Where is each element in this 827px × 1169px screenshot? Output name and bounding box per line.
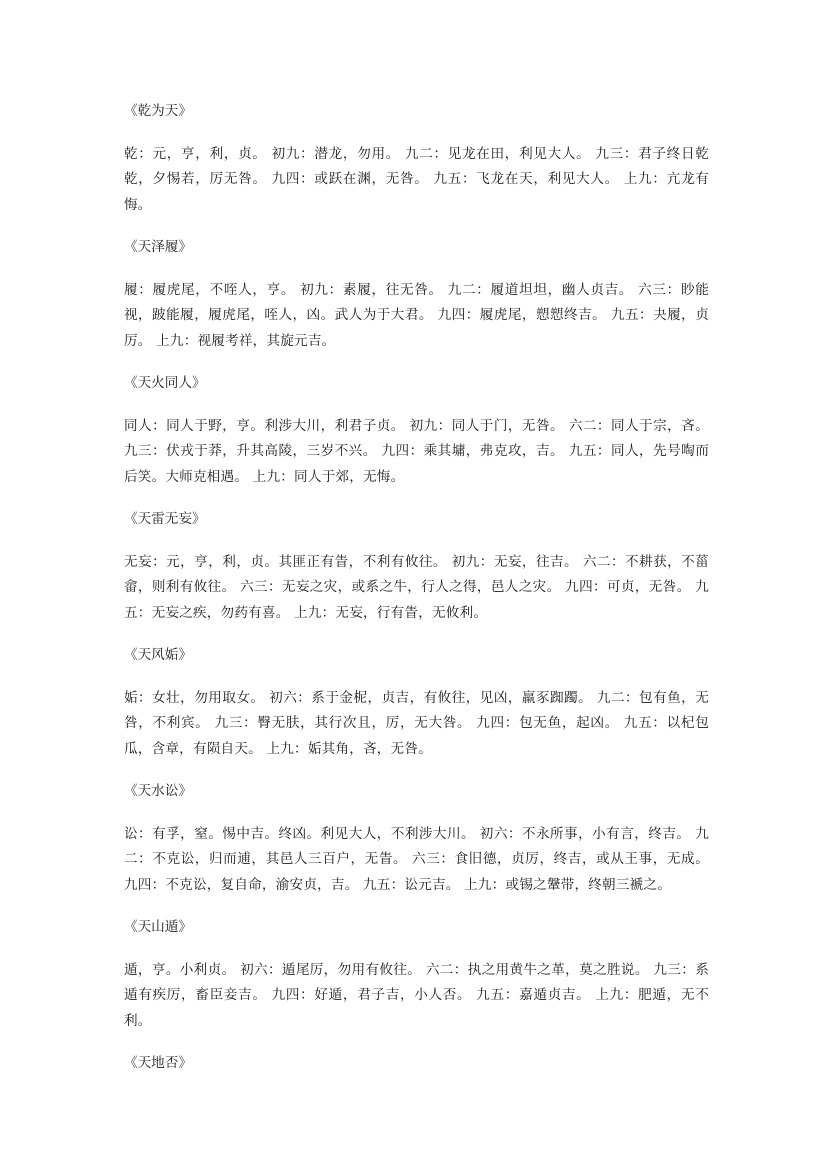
section-title-song: 《天水讼》 — [124, 783, 192, 799]
section-body-tongren: 同人：同人于野，亨。利涉大川，利君子贞。 初九：同人于门，无咎。 六二：同人于宗，吝。 九三：伏戎于莽，升其高陵，三岁不兴。 九四：乘其墉，弗克攻，吉。 九五：同人，先号啕而后笑。大师克相遇。 上九：同人于郊，无悔。 — [124, 417, 709, 485]
section-title-wuwang: 《天雷无妄》 — [124, 511, 206, 527]
document-page — [124, 99, 709, 1077]
section-body-gou: 姤：女壮，勿用取女。 初六：系于金柅，贞吉，有攸往，见凶，羸豕踟躅。 九二：包有鱼，无咎，不利宾。 九三：臀无肤，其行次且，厉，无大咎。 九四：包无鱼，起凶。 九五：以杞包瓜，含章，有陨自天。 上九：姤其角，吝，无咎。 — [124, 689, 709, 757]
section-title-qian: 《乾为天》 — [124, 103, 192, 119]
section-title-tongren: 《天火同人》 — [124, 375, 206, 391]
section-title-lv: 《天泽履》 — [124, 239, 192, 255]
section-body-song: 讼：有孚，窒。惕中吉。终凶。利见大人，不利涉大川。 初六：不永所事，小有言，终吉。 九二：不克讼，归而逋，其邑人三百户，无眚。 六三：食旧德，贞厉，终吉，或从王事，无成。 九四：不克讼，复自命，渝安贞，吉。 九五：讼元吉。 上九：或锡之鞶带，终朝三褫之。 — [124, 825, 709, 893]
section-body-lv: 履：履虎尾，不咥人，亨。 初九：素履，往无咎。 九二：履道坦坦，幽人贞吉。 六三：眇能视，跛能履，履虎尾，咥人，凶。武人为于大君。 九四：履虎尾，愬愬终吉。 九五：夬履，贞厉。 上九：视履考祥，其旋元吉。 — [124, 281, 709, 349]
section-title-gou: 《天风姤》 — [124, 647, 192, 663]
section-title-dun: 《天山遁》 — [124, 919, 192, 935]
section-title-pi: 《天地否》 — [124, 1055, 192, 1071]
section-body-wuwang: 无妄：元，亨，利，贞。其匪正有眚，不利有攸往。 初九：无妄，往吉。 六二：不耕获，不菑畲，则利有攸往。 六三：无妄之灾，或系之牛，行人之得，邑人之灾。 九四：可贞，无咎。 九五：无妄之疾，勿药有喜。 上九：无妄，行有眚，无攸利。 — [124, 553, 709, 621]
section-body-dun: 遁，亨。小利贞。 初六：遁尾厉，勿用有攸往。 六二：执之用黄牛之革，莫之胜说。 九三：系遁有疾厉，畜臣妾吉。 九四：好遁，君子吉，小人否。 九五：嘉遁贞吉。 上九：肥遁，无不利。 — [124, 961, 709, 1029]
section-body-qian: 乾：元，亨，利，贞。 初九：潜龙，勿用。 九二：见龙在田，利见大人。 九三：君子终日乾乾，夕惕若，厉无咎。 九四：或跃在渊，无咎。 九五：飞龙在天，利见大人。 上九：亢龙有悔。 — [124, 145, 709, 213]
